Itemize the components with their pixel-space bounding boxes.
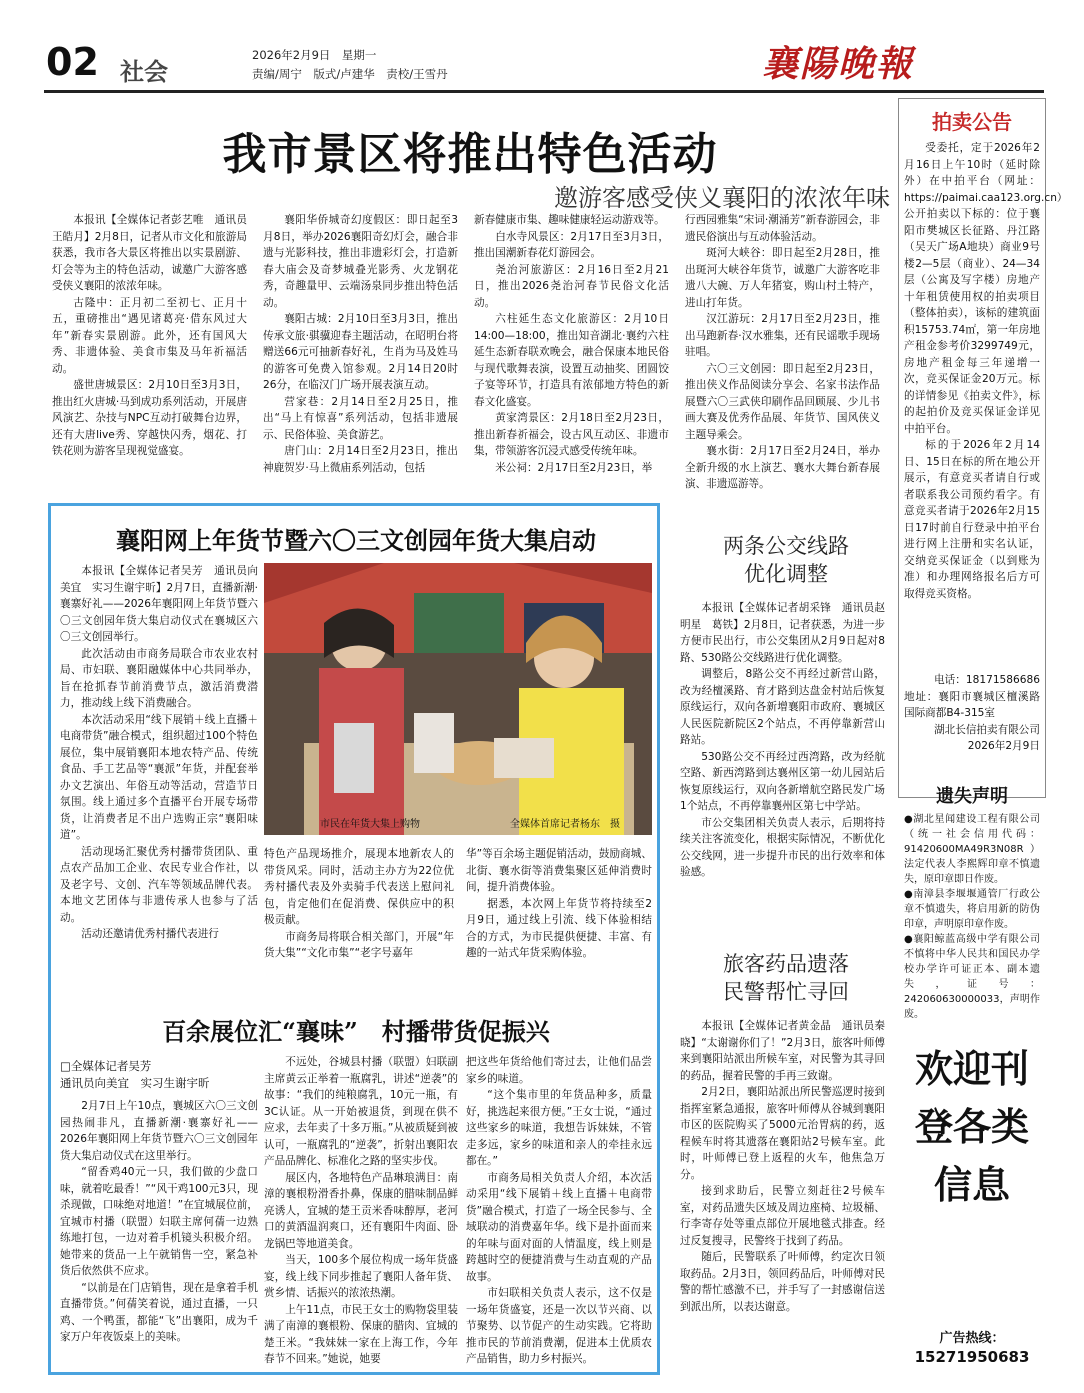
paragraph: 华”等百余场主题促销活动，鼓励商城、北街、襄水街等消费集聚区延伸消费时间，提升消费体验。 [466,848,652,893]
paragraph: 市商务局将联合相关部门，开展“年货大集”“文化市集”“老字号嘉年 [264,930,454,959]
address: 地址：襄阳市襄城区檀溪路国际商都B4-315室 [904,690,1040,719]
main-col-1 [52,212,247,500]
section-name: 社会 [120,58,168,86]
main-col-4 [685,212,880,500]
paragraph: 当天，100多个展位构成一场年货盛宴，线上线下同步推起了襄阳人备年货、赏乡情、话振兴的浓浓热潮。 [264,1254,458,1299]
welcome-ad-text: 欢迎刊登各类信息 [914,1047,1029,1207]
paragraph: 新春健康市集、趣味健康轻运动游戏等。 [474,214,665,226]
paragraph: 活动现场汇聚优秀村播带货团队、重点农产品加工企业、农民专业合作社，以及老字号、文创、汽车等领域品牌代表。本地文艺团体与非遗传承人也参与了活动。 [60,845,258,924]
lost-item: ●南漳县李堰堰通管厂行政公章不慎遗失，将启用新的防伪印章，声明原印章作废。 [904,889,1040,930]
page-number: 02 [46,40,99,84]
paragraph: 2月2日，襄阳站派出所民警巡逻时接到指挥室紧急通报，旅客叶师傅从谷城到襄阳市区的医院购买了5000元治胃病的药，返程候车时将其遗落在襄阳站2号候车室。此时，叶师傅已登上返程的火车，他焦急万分。 [680,1086,885,1181]
paragraph: 市公交集团相关负责人表示，后期将持续关注客流变化，根据实际情况，不断优化公交线网，进一步提升市民的出行效率和体验感。 [680,816,885,878]
paragraph: 尧治河旅游区：2月16日至2月21日，推出2026尧治河春节民俗文化活动。 [474,263,669,309]
paragraph: “这个集市里的年货品种多，质量好，挑选起来很方便。”王女士说，“通过这些家乡的味道，我想告诉妹妹，不管走多远，家乡的味道和亲人的牵挂永远都在。” [466,1089,652,1167]
paragraph: 斑河大峡谷：即日起至2月28日，推出斑河大峡谷年货节，诚邀广大游客吃非遗八大碗、万人年猪宴，购山村土特产，进山打年货。 [685,247,880,309]
title-line: 优化调整 [744,562,828,586]
paragraph: 盛世唐城景区：2月10日至3月3日，推出红火唐城·马到成功系列活动，开展唐风演艺、杂技与NPC互动打破舞台边界，还有大唐live秀、穿越快闪秀，烟花、打铁花则为游客呈现视觉盛宴。 [52,379,247,457]
paragraph: 本报讯【全媒体记者彭艺唯 通讯员王皓月】2月8日，记者从市文化和旅游局获悉，我市各大景区将推出以实景剧游、灯会等为主的特色活动，诚邀广大游客感受侠义襄阳的浓浓年味。 [52,214,247,292]
company-name: 湖北长信拍卖有限公司 [934,723,1040,736]
title-line: 旅客药品遗落 [723,952,849,976]
market-photo [264,563,652,835]
paragraph: 特色产品现场推介，展现本地新农人的带货风采。同时，活动主办方为22位优秀村播代表及外卖骑手代表送上慰问礼包，肯定他们在促消费、保供应中的积极贡献。 [264,848,454,926]
paragraph: 把这些年货给他们寄过去，让他们品尝家乡的味道。 [466,1056,652,1085]
auction-notice-title: 拍卖公告 [932,110,1012,134]
paragraph: 此次活动由市商务局联合市农业农村局、市妇联、襄阳融媒体中心共同举办，旨在抢抓春节前消费节点，激活消费潜力，推动线上线下消费融合。 [60,647,258,709]
paragraph: 市妇联相关负责人表示，这不仅是一场年货盛宴，还是一次以节兴商、以节聚势、以节促产的生动实践。它将助推市民的节前消费潮，促进本土优质农产品销售，助力乡村振兴。 [466,1287,652,1365]
paragraph: 行西园雅集“宋词·潮涌芳”新春游园会，非遗民俗演出与互动体验活动。 [685,214,880,243]
main-col-3 [474,212,669,500]
market-photo-image [264,563,652,835]
paragraph: 白水寺风景区：2月17日至3月3日，推出国潮新春花灯游园会。 [474,230,669,259]
main-subheadline: 邀游客感受侠义襄阳的浓浓年味 [554,184,890,212]
hotline-label: 广告热线： [939,1331,1005,1346]
paragraph: 六柱延生态文化旅游区：2月10日14:00—18:00，推出知音湖北·襄约六柱延生态新春联欢晚会，融合保康本地民俗与现代歌舞表演，设置互动抽奖、团圆饺子宴等环节，打造具有浓郁地方特色的新春文化盛宴。 [474,313,669,408]
paragraph: 汉江游玩：2月17日至2月23日，推出马跑新春·汉水雅集，还有民谣歌手现场驻唱。 [685,313,880,358]
paragraph: 上午11点，市民王女士的购物袋里装满了南漳的襄根粉、保康的腊肉、宜城的楚王米。“我妹妹一家在上海工作，今年春节不回来。”她说，她要 [264,1303,458,1365]
box-byline: □全媒体记者吴芳 通讯员向美宜 实习生谢宇昕 [60,1059,210,1090]
auction-notice-contact [904,672,1040,792]
main-col-2 [263,212,458,500]
paragraph: 襄阳华侨城奇幻度假区：即日起至3月8日，举办2026襄阳奇幻灯会，融合非遗与光影科技，推出非遗彩灯会，打造新春大庙会及奇梦城叠光影秀、火龙钢花秀，奇趣量甲、云端汤泉同步推出特色活动。 [263,214,458,309]
box2-col-2 [264,1054,458,1370]
auction-notice-body [904,140,1068,670]
paragraph: 本报讯【全媒体记者吴芳 通讯员向美宜 实习生谢宇昕】2月7日，直播新潮·襄寨好礼——2026年襄阳网上年货节暨六〇三文创园年货大集启动仪式在襄城区六〇三文创园举行。 [60,565,258,643]
paragraph: 襄水街：2月17日至2月24日，举办全新升级的水上演艺、襄水大舞台新春展演、非遗巡游等。 [685,445,880,490]
paragraph: 本次活动采用“线下展销＋线上直播＋电商带货”融合模式，组织超过100个特色展位，集中展销襄阳本地农特产品、传统食品、手工艺品等“襄派”年货，并配套举办文艺演出、年俗互动等活动，营造节日氛围。线上通过多个直播平台开展专场带货，让消费者足不出户选购正宗“襄阳味道”。 [60,713,258,841]
bus-article-body [680,600,885,922]
box-mid-col [264,846,454,996]
header-info [252,46,448,84]
main-headline: 我市景区将推出特色活动 [222,129,718,180]
paragraph: “留香鸡40元一只，我们做的少盘口味，就着吃最香！”“风干鸡100元3只，现杀现做，口味绝对地道！”在宜城展位前，宜城市村播（联盟）妇联主席何蒨一边熟练地打包，一边对着手机镜头积极介绍。她带来的货品一上午就销售一空，紧急补货后依然供不应求。 [60,1166,258,1277]
header-rule [44,90,1044,93]
paragraph: 标的于2026年2月14日、15日在标的所在地公开展示，有意竞买者请自行或者联系我公司预约看字。有意竞买者请于2026年2月15日17时前自行登录中拍平台进行网上注册和实名认证，交纳竞买保证金（以到账为准）和办理网络报名后方可取得竞买资格。 [904,439,1040,600]
phone-number: 电话：18171586686 [934,674,1040,686]
title-line: 民警帮忙寻回 [723,980,849,1004]
bus-article-title [686,532,886,588]
paragraph: 调整后，8路公交不再经过新营山路，改为经檀溪路、育才路到达盘金村站后恢复原线运行，双向各新增襄阳市政府、襄城区人民医院新院区2个站点，不再停靠新营山路站。 [680,668,885,746]
box-right-col [466,846,652,996]
newspaper-logo: 襄陽晚報 [762,43,915,85]
hotline-number: 15271950683 [914,1348,1030,1366]
date-line: 2026年2月9日 星期一 [252,48,377,62]
paragraph: 530路公交不再经过西湾路，改为经航空路、新西湾路到达襄州区第一幼儿园站后恢复原线运行，双向各新增航空路民发广场1个站点，不再停靠襄州区第七中学站。 [680,750,885,812]
box-headline: 襄阳网上年货节暨六〇三文创园年货大集启动 [116,526,596,555]
paragraph: “以前是在门店销售，现在是拿着手机直播带货。”何蒨笑着说，通过直播，一只鸡、一个鸭蛋，都能“飞”出襄阳，成为千家万户年夜饭桌上的美味。 [60,1281,258,1343]
ad-hotline [898,1330,1046,1366]
lost-notice-title: 遗失声明 [936,786,1008,807]
paragraph: 2月7日上午10点，襄城区六〇三文创园热闹非凡，直播新潮·襄寨好礼——2026年襄阳网上年货节暨六〇三文创园年货大集启动仪式在这里举行。 [60,1100,258,1162]
title-line: 两条公交线路 [723,534,849,558]
paragraph: 受委托，定于2026年2月16日上午10时（延时除外）在中拍平台（网址：https://paimai.caa123.org.cn）公开拍卖以下标的：位于襄阳市樊城区长征路、丹江路（吴天广场A地块）商业9号楼2—5层（商业）、24—34层（公寓及写字楼）房地产十年租赁使用权的拍卖项目（整体拍卖），该标的建筑面积15753.74㎡，第一年房地产租金参考价3299749元，房地产租金每三年递增一次，竞买保证金20万元。标的详情参见《拍卖文件》，标的起拍价及竞买保证金详见中拍平台。 [904,142,1068,435]
paragraph: 活动还邀请优秀村播代表进行 [81,928,219,940]
paragraph: 本报讯【全媒体记者黄金晶 通讯员秦晓】“太谢谢你们了！”2月3日，旅客叶师傅来到襄阳站派出所候车室，对民警为其寻回的药品，握着民警的手再三致谢。 [680,1020,885,1082]
paragraph: 六〇三文创园：即日起至2月23日，推出侠义作品阅读分享会、名家书法作品展暨六〇三武侠印刷作品回顾展、少儿书画大赛及优秀作品展、年货节、国风侠义主题导乘会。 [685,362,880,441]
editors-line: 责编/周宁 版式/卢建华 责校/王雪丹 [252,67,448,81]
paragraph: 随后，民警联系了叶师傅，约定次日领取药品。2月3日，领回药品后，叶师傅对民警的帮忙感激不已，并手写了一封感谢信送到派出所，以表达谢意。 [680,1251,885,1313]
box-left-col [60,563,258,1003]
lost-item: ●湖北星闻建设工程有限公司（统一社会信用代码：91420600MA49R3N08R）法定代表人李熙辉印章不慎遗失，原印章即日作废。 [904,814,1040,885]
paragraph: 黄家湾景区：2月18日至2月23日，推出新春祈福会，设古风互动区、非遗市集，带领游客沉浸式感受传统年味。 [474,412,669,457]
photo-credit: 全媒体首席记者杨东 摄 [510,819,620,830]
photo-caption: 市民在年货大集上购物 [320,819,420,830]
medicine-article-body [680,1018,885,1372]
box-second-headline: 百余展位汇“襄味” 村播带货促振兴 [162,1017,550,1046]
paragraph: 米公祠：2月17日至2月23日，举 [495,461,653,474]
lost-item: ●襄阳鲸蓝高级中学有限公司不慎将中华人民共和国民办学校办学许可证正本、副本遗失，证号：242060630000033，声明作废。 [904,934,1040,1020]
box2-col-3 [466,1054,652,1370]
box2-col-1 [60,1098,258,1370]
paragraph: 营家巷：2月14日至2月25日，推出“马上有惊喜”系列活动，包括非遗展示、民俗体验、美食游艺。 [263,395,458,441]
notice-date: 2026年2月9日 [967,740,1040,752]
paragraph: 本报讯【全媒体记者胡采锋 通讯员赵明星 葛铁】2月8日，记者获悉，为进一步方便市民出行，市公交集团从2月9日起对8路、530路公交线路进行优化调整。 [680,602,885,664]
paragraph: 接到求助后，民警立刻赶往2号候车室，对药品遗失区域及周边座椅、垃圾桶、行李寄存处等重点部位开展地毯式排查。经过反复搜寻，民警终于找到了药品。 [680,1185,885,1247]
medicine-article-title [686,950,886,1006]
paragraph: 古隆中：正月初二至初七、正月十五，重磅推出“遇见诸葛亮·借东风过大年”新春实景剧游。此外，还有国风大秀、非遗体验、美食市集及马年祈福活动。 [52,296,247,375]
paragraph: 不远处，谷城县村播（联盟）妇联副主席黄云正举着一瓶腐乳，讲述“逆袭”的故事：“我们的纯粮腐乳，10元一瓶，有3C认证。从一开始被退货，到现在供不应求，去年卖了十多万瓶。”从被质疑到被认可，一瓶腐乳的“逆袭”，折射出襄阳农产品品牌化、标准化之路的坚实步伐。 [264,1056,458,1167]
paragraph: 据悉，本次网上年货节将持续至2月9日，通过线上引流、线下体验相结合的方式，为市民提供便捷、丰富、有趣的一站式年货采购体验。 [466,897,652,959]
paragraph: 襄阳古城：2月10日至3月3日，推出传承文旅·骐骥迎春主题活动，在昭明台将赠送66元可抽新春好礼，生肖为马及姓马的游客可免费入馆参观。2月14日20时26分，在临汉门广场开展表演互动。 [263,313,458,391]
paragraph: 展区内，各地特色产品琳琅满目：南漳的襄根粉滑香扑鼻，保康的腊味制品鲜亮诱人，宜城的楚王贡米香味醇厚，老河口的黄酒温润爽口，还有襄阳牛肉面、卧龙锅巴等地道美食。 [264,1171,458,1250]
lost-notice-body [904,812,1040,1032]
paragraph: 唐门山：2月14日至2月23日，推出神鹿贺岁·马上微庙系列活动，包括 [263,445,458,474]
paragraph: 市商务局相关负责人介绍，本次活动采用“线下展销＋线上直播＋电商带货”融合模式，打造了一场全民参与、全域联动的消费嘉年华。线下是扑面而来的年味与面对面的人情温度，线上则是跨越时空的便捷消费与生动直观的产品故事。 [466,1171,652,1283]
